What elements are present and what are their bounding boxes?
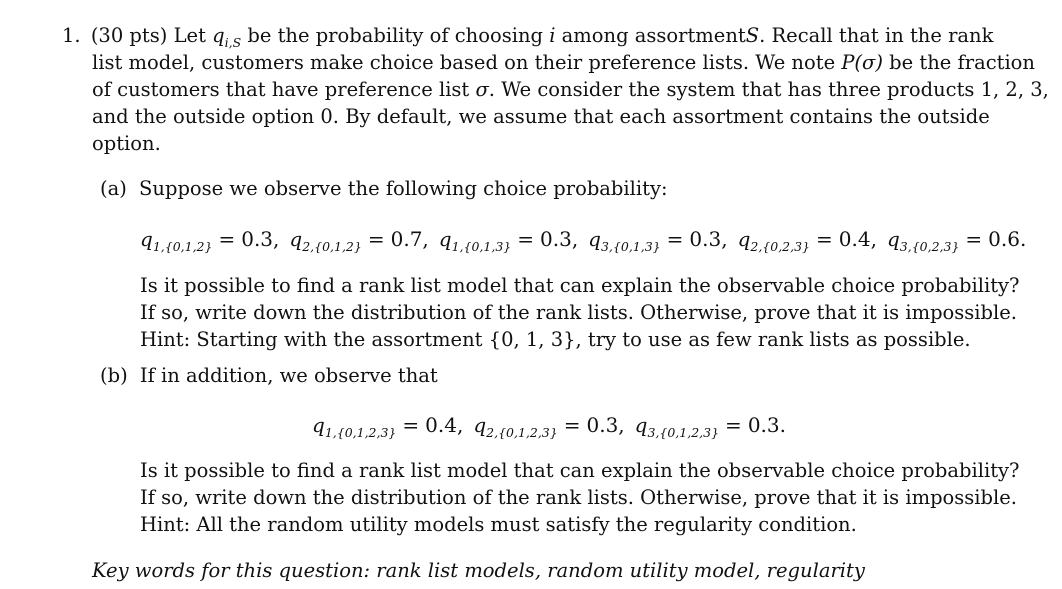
part-b-equation-term: $q_{1,\{0,1,2,3\}} = 0.4$ (312, 413, 457, 440)
part-a-equation-term: $q_{2,\{0,1,2\}} = 0.7$ (289, 227, 423, 254)
part-a-equation-period: . (1019, 227, 1027, 251)
part-b-question-1: Is it possible to find a rank list model that can explain the observable choice probability? (140, 459, 1020, 482)
part-b-hint: Hint: All the random utility models must satisfy the regularity condition. (140, 513, 857, 536)
part-a-equation-separator: , (721, 227, 738, 251)
part-a-equation-term: $q_{1,\{0,1,2\}} = 0.3$ (140, 227, 274, 254)
part-a-hint: Hint: Starting with the assortment {0, 1, 3}, try to use as few rank lists as possible. (140, 328, 971, 351)
part-b-lead: (b) If in addition, we observe that (100, 364, 438, 387)
part-a-equation-term: $q_{3,\{0,2,3\}} = 0.6$ (886, 227, 1020, 254)
problem-number: 1. (62, 24, 81, 47)
part-a-question-1: Is it possible to find a rank list model that can explain the observable choice probability? (140, 274, 1020, 297)
part-b-label: (b) (100, 364, 128, 387)
problem-line-2: list model, customers make choice based on their preference lists. We note P(σ) be the fraction (92, 51, 1035, 74)
part-b-equation-term: $q_{2,\{0,1,2,3\}} = 0.3$ (473, 413, 619, 440)
part-b-equation-term: $q_{3,\{0,1,2,3\}} = 0.3$ (634, 413, 780, 440)
problem-line-3: of customers that have preference list σ. We consider the system that has three products 1, 2, 3, (92, 78, 1049, 101)
problem-line-5: option. (92, 132, 161, 155)
part-b-equation-separator: , (618, 413, 635, 437)
part-a-equation-separator: , (571, 227, 589, 251)
part-a-equation-separator: , (422, 227, 439, 251)
part-b-equation-separator: , (456, 413, 474, 437)
part-a-equation (140, 226, 1026, 260)
part-b-equation (312, 412, 786, 446)
part-a-equation-separator: , (870, 227, 887, 251)
part-a-equation-term: $q_{1,\{0,1,3\}} = 0.3$ (438, 227, 572, 254)
q-symbol: $q_{i,S}$ (212, 24, 242, 50)
problem-line-1: 1. (30 pts) Let $q_{i,S}$ be the probability of choosing i among assortmentS. Recall that in the rank (62, 24, 994, 50)
part-a-equation-term: $q_{2,\{0,2,3\}} = 0.4$ (737, 227, 871, 254)
part-a-equation-term: $q_{3,\{0,1,3\}} = 0.3$ (588, 227, 722, 254)
part-a-label: (a) (100, 177, 127, 200)
part-a-equation-separator: , (273, 227, 290, 251)
part-a-lead: (a) Suppose we observe the following choice probability: (100, 177, 668, 200)
problem-line-4: and the outside option 0. By default, we assume that each assortment contains the outside (92, 105, 990, 128)
keywords: Key words for this question: rank list models, random utility model, regularity (92, 559, 865, 582)
problem-points: (30 pts) (90, 24, 168, 47)
part-b-equation-period: . (779, 413, 786, 437)
part-b-question-2: If so, write down the distribution of the rank lists. Otherwise, prove that it is impossible. (140, 486, 1017, 509)
part-a-question-2: If so, write down the distribution of the rank lists. Otherwise, prove that it is impossible. (140, 301, 1017, 324)
